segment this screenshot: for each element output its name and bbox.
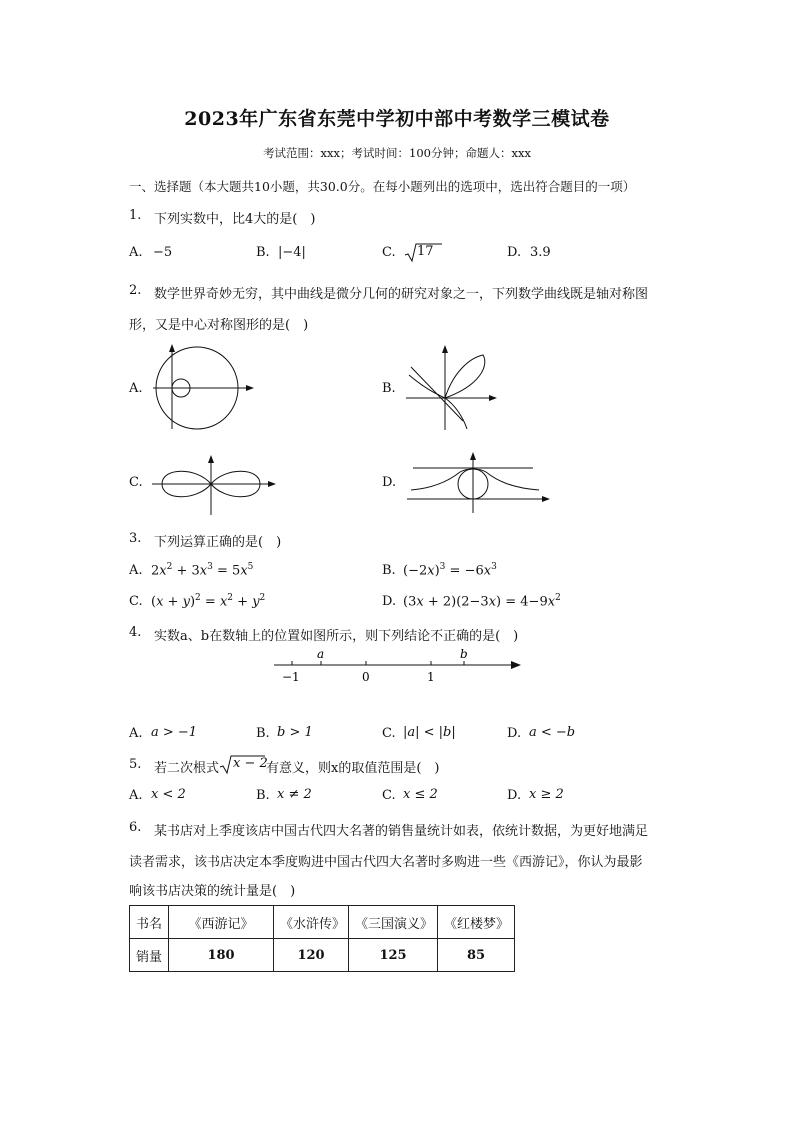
q4-option-d-text: a < −b: [529, 725, 576, 740]
q2-figure-b: [403, 343, 498, 431]
point-a-label: a: [317, 647, 325, 661]
table-cell: 85: [438, 939, 515, 972]
q1-option-c-label: C.: [382, 245, 396, 260]
question-1-number: 1.: [129, 208, 142, 223]
q3-option-d-label: D.: [382, 594, 397, 609]
q3-option-c-label: C.: [129, 594, 143, 609]
table-cell: 125: [349, 939, 438, 972]
q5-option-a-text: x < 2: [151, 787, 186, 802]
tick-label-0: 0: [362, 670, 370, 684]
q2-option-d-label: D.: [382, 475, 397, 490]
question-2-stem-line1: 数学世界奇妙无穷，其中曲线是微分几何的研究对象之一，下列数学曲线既是轴对称图: [154, 287, 649, 302]
q4-option-a-label: A.: [129, 726, 143, 741]
q5-option-a-label: A.: [129, 788, 143, 803]
q1-option-b-label: B.: [256, 245, 270, 260]
q2-figure-c: [150, 453, 278, 517]
table-cell: 《红楼梦》: [438, 906, 515, 939]
table-row: [130, 906, 515, 939]
q4-option-b-text: b > 1: [277, 725, 313, 740]
q5-option-c-text: x ≤ 2: [403, 787, 438, 802]
table-cell: 180: [169, 939, 274, 972]
question-5-stem-post: 有意义，则x的取值范围是( ): [266, 761, 440, 776]
q1-option-c-text: 17: [417, 244, 434, 259]
table-header-cell: 销量: [130, 939, 169, 972]
q1-option-d-text: 3.9: [530, 245, 551, 260]
q5-option-b-text: x ≠ 2: [277, 787, 312, 802]
question-3-number: 3.: [129, 531, 142, 546]
table-row: [130, 939, 515, 972]
section-heading: 一、选择题（本大题共10小题，共30.0分。在每小题列出的选项中，选出符合题目的一项）: [129, 179, 636, 194]
q3-option-b-expr: $(-2x)^3 = -6x^3$: [403, 562, 497, 579]
q4-option-c-text: |a| < |b|: [403, 725, 456, 740]
question-3-stem: 下列运算正确的是( ): [154, 535, 282, 550]
q4-option-a-text: a > −1: [151, 725, 198, 740]
q3-option-d-expr: $(3x + 2)(2-3x) = 4-9x^2$: [403, 593, 561, 610]
question-4-number: 4.: [129, 625, 142, 640]
q5-option-d-label: D.: [507, 788, 522, 803]
table-header-cell: 书名: [130, 906, 169, 939]
q4-option-d-label: D.: [507, 726, 522, 741]
q2-option-a-label: A.: [129, 381, 143, 396]
question-2-stem-line2: 形，又是中心对称图形的是( ): [129, 318, 309, 333]
question-5-radicand: x − 2: [233, 756, 268, 771]
question-6-number: 6.: [129, 820, 142, 835]
q2-figure-d: [405, 450, 553, 515]
q3-option-a-label: A.: [129, 563, 143, 578]
question-2-number: 2.: [129, 283, 142, 298]
exam-info: 考试范围：xxx；考试时间：100分钟；命题人：xxx: [263, 146, 531, 160]
table-cell: 120: [274, 939, 349, 972]
q1-option-a-label: A.: [129, 245, 143, 260]
question-4-stem: 实数a、b在数轴上的位置如图所示，则下列结论不正确的是( ): [154, 629, 519, 644]
question-6-stem-line1: 某书店对上季度该店中国古代四大名著的销售量统计如表，依统计数据，为更好地满足: [154, 824, 649, 839]
q4-option-b-label: B.: [256, 726, 270, 741]
point-b-label: b: [460, 647, 468, 661]
sales-table: [129, 905, 515, 972]
question-6-stem-line2: 读者需求，该书店决定本季度购进中国古代四大名著时多购进一些《西游记》，你认为最影: [129, 855, 643, 870]
q1-option-a-text: −5: [153, 245, 173, 260]
q3-option-c-expr: $(x + y)^2 = x^2 + y^2$: [151, 593, 266, 610]
table-cell: 《水浒传》: [274, 906, 349, 939]
question-6-stem-line3: 响该书店决策的统计量是( ): [129, 884, 296, 899]
tick-label-1: 1: [427, 670, 435, 684]
q4-number-line: [270, 645, 526, 687]
q2-figure-a: [150, 343, 255, 431]
q5-option-b-label: B.: [256, 788, 270, 803]
question-1-stem: 下列实数中，比4大的是( ): [154, 212, 316, 227]
q5-option-d-text: x ≥ 2: [529, 787, 564, 802]
q5-option-c-label: C.: [382, 788, 396, 803]
question-5-stem-pre: 若二次根式: [154, 761, 220, 776]
q1-option-d-label: D.: [507, 245, 522, 260]
q2-option-b-label: B.: [382, 381, 396, 396]
table-cell: 《三国演义》: [349, 906, 438, 939]
tick-label-neg1: −1: [282, 670, 300, 684]
q3-option-a-expr: $2x^2 + 3x^3 = 5x^5$: [151, 562, 254, 579]
table-cell: 《西游记》: [169, 906, 274, 939]
page-title: 2023年广东省东莞中学初中部中考数学三模试卷: [184, 108, 610, 130]
q4-option-c-label: C.: [382, 726, 396, 741]
question-5-number: 5.: [129, 757, 142, 772]
q3-option-b-label: B.: [382, 563, 396, 578]
q2-option-c-label: C.: [129, 475, 143, 490]
q1-option-b-text: |−4|: [278, 245, 306, 260]
